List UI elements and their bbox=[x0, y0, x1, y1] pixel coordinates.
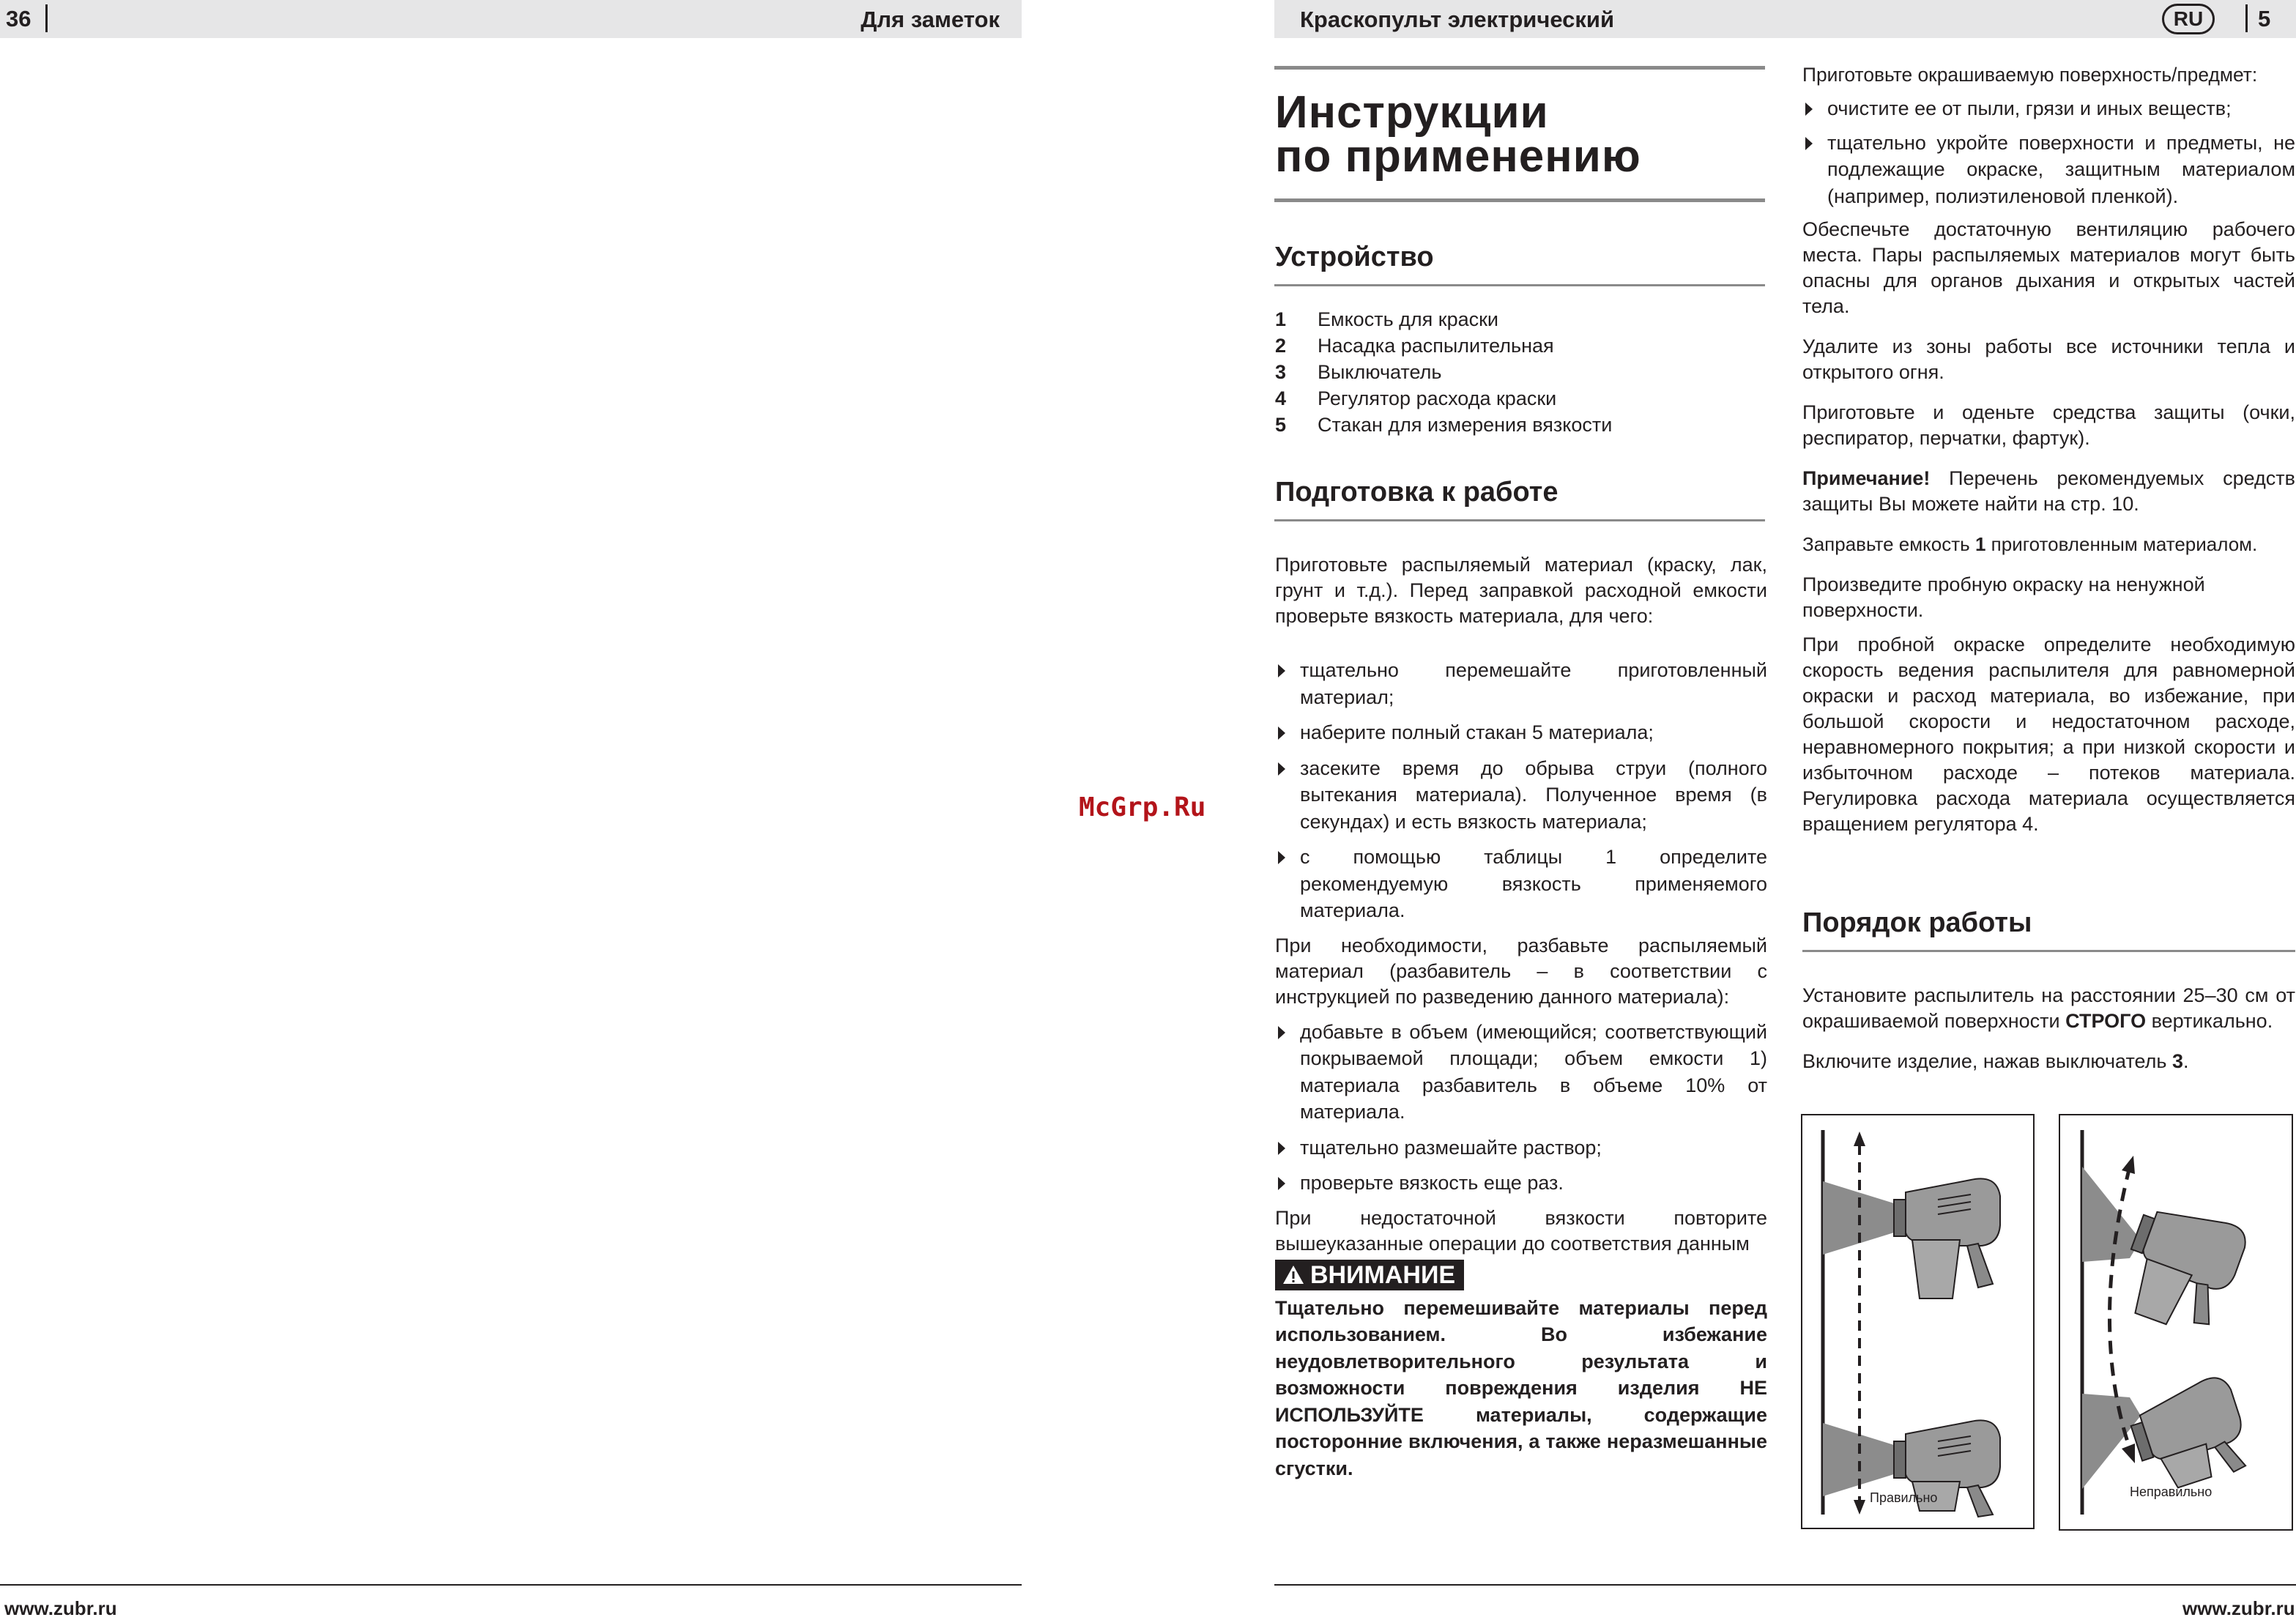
prep-section bbox=[1275, 552, 1767, 1482]
prep-bullet: с помощью таблицы 1 определите рекомендуемую вязкость применяемого материала. bbox=[1275, 844, 1767, 924]
watermark: McGrp.Ru bbox=[1079, 792, 1206, 822]
left-footer-rule bbox=[0, 1584, 1022, 1586]
device-item: 2 Насадка распылительная bbox=[1275, 335, 1554, 357]
device-item: 5 Стакан для измерения вязкости bbox=[1275, 414, 1613, 436]
test-text: Произведите пробную окраску на ненужной поверхности. bbox=[1802, 573, 2205, 621]
ventilation-text: Обеспечьте достаточную вентиляцию рабочего места. Пары распыляемых материалов могут быть опасны для органов дыхания и открытых частей тела. bbox=[1802, 218, 2295, 317]
switch-paragraph: Включите изделие, нажав выключатель 3. bbox=[1802, 1050, 2189, 1072]
warning-text: Тщательно перемешивайте материалы перед использованием. Во избежание неудовлетворительного результата и возможности повреждения изделия НЕ ИСПОЛЬЗУЙТЕ материалы, содержащие посторонние включения, а также неразмешанные сгустки. bbox=[1275, 1296, 1767, 1479]
work-heading: Порядок работы bbox=[1802, 907, 2032, 938]
dilute-bullet: тщательно размешайте раствор; bbox=[1275, 1134, 1767, 1162]
warning-badge bbox=[1275, 1260, 1464, 1290]
page-title-line2: по применению bbox=[1275, 131, 1641, 182]
device-heading-rule bbox=[1274, 284, 1765, 286]
sprayer-tilted-bottom-illustration bbox=[2125, 1373, 2256, 1498]
work-heading-rule bbox=[1802, 950, 2295, 952]
figure-wrong bbox=[2059, 1114, 2293, 1531]
speed-text: При пробной окраске определите необходимую скорость ведения распылителя для равномерной окраски и расход материала, во избежание, при большой скорости и недостаточном расходе, неравномерного покрытия; а при низкой скорости и избыточном расходе – потеков материала. Регулировка расхода материала осуществляется вращением регулятора 4. bbox=[1802, 633, 2295, 835]
right-page-number: 5 bbox=[2258, 6, 2271, 31]
surface-section bbox=[1802, 62, 2295, 837]
device-heading: Устройство bbox=[1275, 242, 1434, 272]
left-header-title: Для заметок bbox=[861, 7, 1000, 32]
title-bottom-rule bbox=[1274, 198, 1765, 202]
surface-bullet: тщательно укройте поверхности и предметы, не подлежащие окраске, защитным материалом (например, полиэтиленовой пленкой). bbox=[1802, 130, 2295, 210]
spray-correct-illustration bbox=[1802, 1115, 2033, 1528]
prep-heading-rule bbox=[1274, 519, 1765, 521]
left-footer-url[interactable]: www.zubr.ru bbox=[4, 1597, 117, 1619]
page-title bbox=[1275, 87, 1641, 182]
distance-paragraph: Установите распылитель на расстоянии 25–30 см от окрашиваемой поверхности СТРОГО вертикально. bbox=[1802, 984, 2295, 1032]
right-header-title: Краскопульт электрический bbox=[1300, 7, 1615, 32]
note-label: Примечание! bbox=[1802, 467, 1931, 489]
device-item: 4 Регулятор расхода краски bbox=[1275, 387, 1557, 409]
note-paragraph bbox=[1802, 466, 2295, 517]
dilute-bullet: проверьте вязкость еще раз. bbox=[1275, 1170, 1767, 1197]
dilute-text: При необходимости, разбавьте распыляемый материал (разбавитель – в соответствии с инструкцией по разведению данного материала): bbox=[1275, 934, 1767, 1008]
prep-bullet: тщательно перемешайте приготовленный материал; bbox=[1275, 657, 1767, 710]
language-badge: RU bbox=[2162, 4, 2215, 34]
prep-bullet: наберите полный стакан 5 материала; bbox=[1275, 719, 1767, 746]
right-footer-rule bbox=[1274, 1584, 2296, 1586]
title-top-rule bbox=[1274, 66, 1765, 70]
sprayer-tilted-top-illustration bbox=[2111, 1195, 2251, 1341]
device-list bbox=[1275, 306, 1766, 438]
insufficient-text: При недостаточной вязкости повторите вышеуказанные операции до соответствия данным bbox=[1275, 1206, 1767, 1255]
prep-intro: Приготовьте распыляемый материал (краску, лак, грунт и т.д.). Перед заправкой расходной емкости проверьте вязкость материала, для чего: bbox=[1275, 554, 1767, 627]
fill-paragraph: Заправьте емкость 1 приготовленным материалом. bbox=[1802, 533, 2258, 555]
figure-wrong-caption: Неправильно bbox=[2130, 1485, 2213, 1499]
prep-heading: Подготовка к работе bbox=[1275, 477, 1558, 508]
prep-bullet: засеките время до обрыва струи (полного вытекания материала). Полученное время (в секундах) и есть вязкость материала; bbox=[1275, 755, 1767, 836]
heat-text: Удалите из зоны работы все источники тепла и открытого огня. bbox=[1802, 335, 2295, 383]
dilute-bullet: добавьте в объем (имеющийся; соответствующий покрываемой площади; объем емкости 1) материала разбавитель в объеме 10% от материала. bbox=[1275, 1019, 1767, 1126]
note-text: Перечень рекомендуемых средств защиты Вы можете найти на стр. 10. bbox=[1802, 467, 2295, 515]
device-item: 1 Емкость для краски bbox=[1275, 308, 1499, 330]
left-page-number: 36 bbox=[6, 6, 31, 31]
work-section bbox=[1802, 983, 2295, 1074]
right-header-divider bbox=[2245, 4, 2248, 32]
sprayer-top-illustration bbox=[1894, 1178, 2000, 1298]
surface-bullet: очистите ее от пыли, грязи и иных веществ; bbox=[1802, 95, 2295, 122]
protect-text: Приготовьте и оденьте средства защиты (очки, респиратор, перчатки, фартук). bbox=[1802, 401, 2295, 449]
right-footer-url[interactable]: www.zubr.ru bbox=[2182, 1597, 2295, 1619]
warning-label: ВНИМАНИЕ bbox=[1310, 1260, 1456, 1289]
page-title-line1: Инструкции bbox=[1275, 87, 1549, 138]
device-item: 3 Выключатель bbox=[1275, 361, 1442, 383]
figure-correct bbox=[1801, 1114, 2035, 1529]
surface-intro: Приготовьте окрашиваемую поверхность/предмет: bbox=[1802, 64, 2258, 86]
figure-correct-caption: Правильно bbox=[1870, 1490, 1938, 1505]
left-header-divider bbox=[45, 4, 48, 32]
spray-wrong-illustration bbox=[2060, 1115, 2292, 1529]
warning-icon bbox=[1282, 1265, 1304, 1285]
